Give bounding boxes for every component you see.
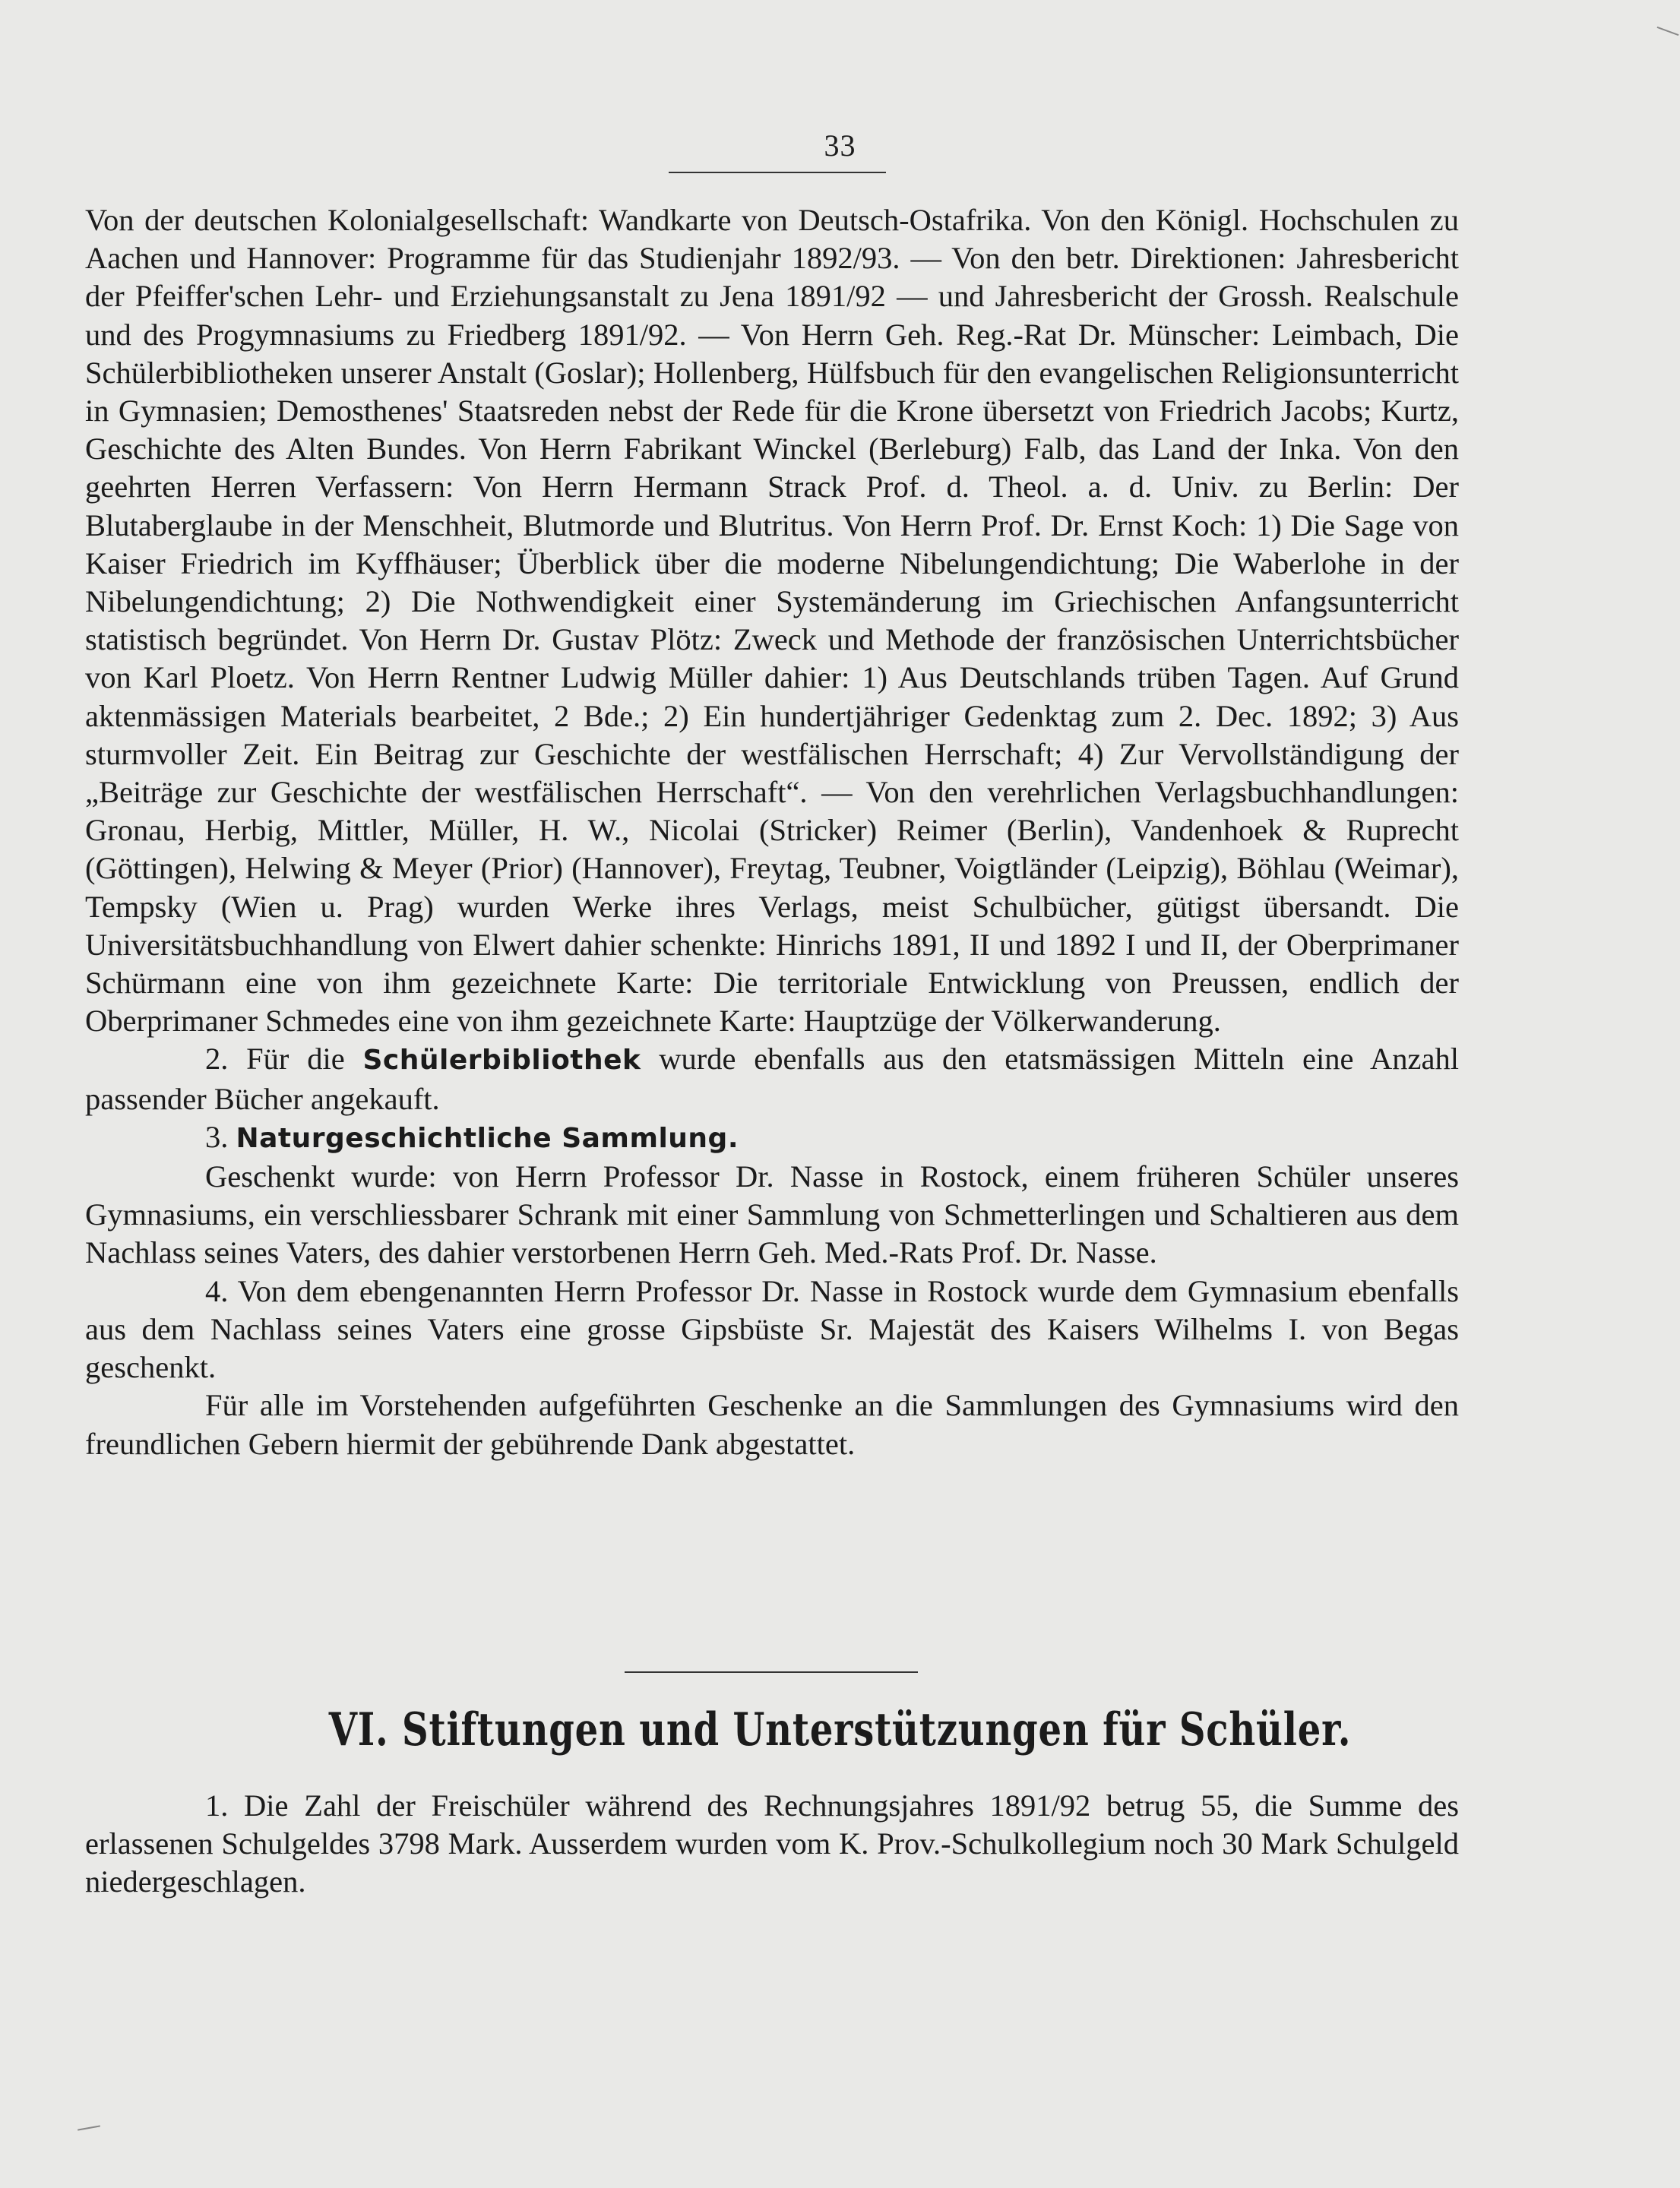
section-text xyxy=(85,1787,1459,1902)
paragraph-item-4: 4. Von dem ebengenannten Herrn Professor Dr. Nasse in Rostock wurde dem Gymnasium ebenfalls aus dem Nachlass seines Vaters eine grosse Gipsbüste Sr. Majestät des Kaisers Wilhelms I. von Begas geschenkt. xyxy=(85,1273,1459,1385)
paragraph-item-2 xyxy=(85,1040,1459,1118)
section-divider xyxy=(625,1671,918,1673)
edge-mark-top xyxy=(1657,27,1679,36)
section-paragraph: 1. Die Zahl der Freischüler während des Rechnungsjahres 1891/92 betrug 55, die Summe des erlassenen Schulgeldes 3798 Mark. Ausserdem wurden vom K. Prov.-Schulkollegium noch 30 Mark Schulgeld niedergeschlagen. xyxy=(85,1788,1459,1899)
header-rule xyxy=(669,172,886,173)
paragraph-donors: Von der deutschen Kolonialgesellschaft: Wandkarte von Deutsch-Ostafrika. Von den Königl. Hochschulen zu Aachen und Hannover: Programme für das Studienjahr 1892/93. — Von den betr. Direktionen: Jahresbericht der Pfeiffer'schen Lehr- und Erziehungsanstalt zu Jena 1891/92 — und Jahresbericht der Grossh. Realschule und des Progymnasiums zu Friedberg 1891/92. — Von Herrn Geh. Reg.-Rat Dr. Münscher: Leimbach, Die Schülerbibliotheken unserer Anstalt (Goslar); Hollenberg, Hülfsbuch für den evangelischen Religionsunterricht in Gymnasien; Demosthenes' Staatsreden nebst der Rede für die Krone übersetzt von Friedrich Jacobs; Kurtz, Geschichte des Alten Bundes. Von Herrn Fabrikant Winckel (Berleburg) Falb, das Land der Inka. Von den geehrten Herren Verfassern: Von Herrn Hermann Strack Prof. d. Theol. a. d. Univ. zu Berlin: Der Blutaberglaube in der Menschheit, Blutmorde und Blutritus. Von Herrn Prof. Dr. Ernst Koch: 1) Die Sage von Kaiser Friedrich im Kyffhäuser; Überblick über die moderne Nibelungendichtung; Die Waberlohe in der Nibelungendichtung; 2) Die Nothwendigkeit einer Systemänderung im Griechischen Anfangsunterricht statistisch begründet. Von Herrn Dr. Gustav Plötz: Zweck und Methode der französischen Unterrichtsbücher von Karl Ploetz. Von Herrn Rentner Ludwig Müller dahier: 1) Aus Deutschlands trüben Tagen. Auf Grund aktenmässigen Materials bearbeitet, 2 Bde.; 2) Ein hundertjähriger Gedenktag zum 2. Dec. 1892; 3) Aus sturmvoller Zeit. Ein Beitrag zur Geschichte der westfälischen Herrschaft; 4) Zur Vervollständigung der „Beiträge zur Geschichte der westfälischen Herrschaft“. — Von den verehrlichen Verlagsbuchhandlungen: Gronau, Herbig, Mittler, Müller, H. W., Nicolai (Stricker) Reimer (Berlin), Vandenhoek & Ruprecht (Göttingen), Helwing & Meyer (Prior) (Hannover), Freytag, Teubner, Voigtländer (Leipzig), Böhlau (Weimar), Tempsky (Wien u. Prag) wurden Werke ihres Verlags, meist Schulbücher, gütigst übersandt. Die Universitätsbuchhandlung von Elwert dahier schenkte: Hinrichs 1891, II und 1892 I und II, der Oberprimaner Schürmann eine von ihm gezeichnete Karte: Die territoriale Entwicklung von Preussen, endlich der Oberprimaner Schmedes eine von ihm gezeichnete Karte: Hauptzüge der Völkerwanderung. xyxy=(85,203,1459,1039)
item-2-bold: Schülerbibliothek xyxy=(362,1045,641,1077)
section-heading: VI. Stiftungen und Unterstützungen für Schüler. xyxy=(328,1703,1352,1756)
page-number: 33 xyxy=(824,128,856,163)
item-3-bold: Naturgeschichtliche Sammlung. xyxy=(236,1122,739,1154)
edge-mark-bottom xyxy=(78,2125,100,2130)
paragraph-thanks: Für alle im Vorstehenden aufgeführten Geschenke an die Sammlungen des Gymnasiums wird den freundlichen Gebern hiermit der gebührende Dank abgestattet. xyxy=(85,1388,1459,1461)
item-3-prefix: 3. xyxy=(205,1119,236,1154)
item-2-suffix: wurde ebenfalls aus den etatsmässigen Mitteln eine Anzahl passender Bücher angekauft. xyxy=(85,1042,1459,1116)
item-2-prefix: 2. Für die xyxy=(205,1042,363,1077)
body-text xyxy=(85,201,1459,1463)
paragraph-item-3 xyxy=(85,1118,1459,1158)
paragraph-gift: Geschenkt wurde: von Herrn Professor Dr. Nasse in Rostock, einem früheren Schüler unseres Gymnasiums, ein verschliessbarer Schrank mit einer Sammlung von Schmetterlingen und Schaltieren aus dem Nachlass seines Vaters, des dahier verstorbenen Herrn Geh. Med.-Rats Prof. Dr. Nasse. xyxy=(85,1159,1459,1270)
